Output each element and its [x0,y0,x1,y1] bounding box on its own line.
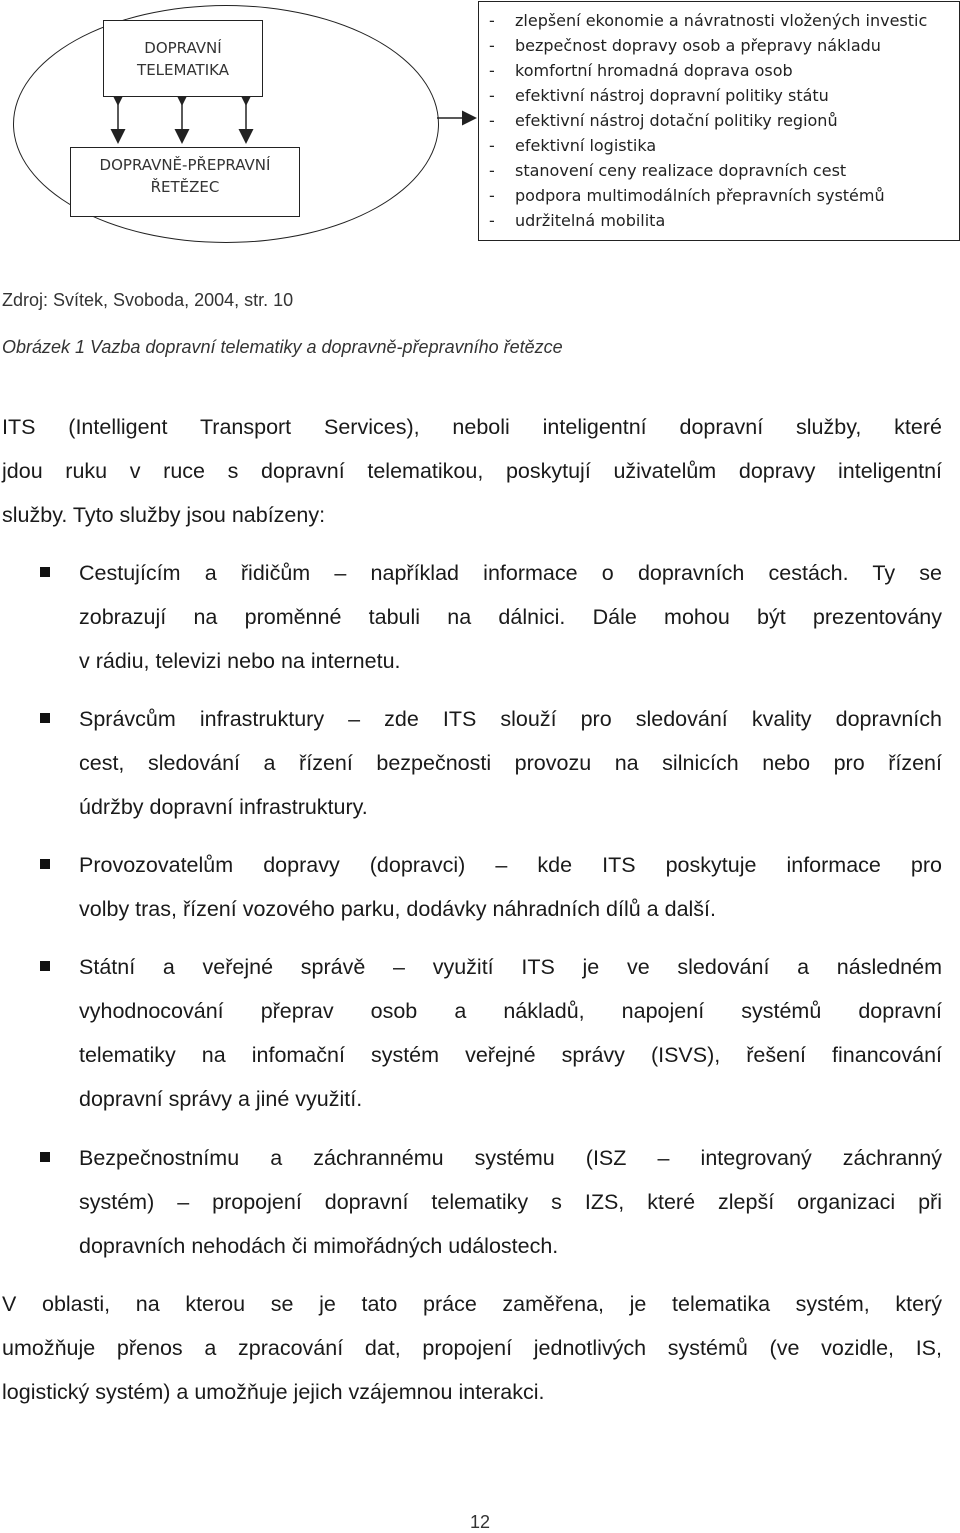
dash: - [489,61,495,80]
text-line: služby. Tyto služby jsou nabízeny: [2,503,326,527]
text-line: Provozovatelům dopravy (dopravci) – kde ITS poskytuje informace pro [79,853,942,877]
text-line: v rádiu, televizi nebo na internetu. [79,649,401,673]
text-line: systém) – propojení dopravní telematiky s IZS, které zlepší organizaci při [79,1190,942,1214]
text-line: Státní a veřejné správě – využití ITS je ve sledování a následném [79,955,942,979]
box-line: TELEMATIKA [137,61,229,79]
text-line: vyhodnocování přeprav osob a nákladů, napojení systémů dopravní [79,999,942,1023]
benefit-text: efektivní logistika [515,136,657,155]
figure-source: Zdroj: Svítek, Svoboda, 2004, str. 10 [2,290,294,310]
dash: - [489,186,495,205]
dash: - [489,111,495,130]
bullet-square-icon [40,713,50,723]
benefits-list [478,1,960,241]
benefit-item [489,8,959,33]
bullet-square-icon [40,961,50,971]
text-line: jdou ruku v ruce s dopravní telematikou, poskytují uživatelům dopravy inteligentní [2,459,942,483]
benefit-text: podpora multimodálních přepravních systémů [515,186,885,205]
dash: - [489,11,495,30]
text-line: Bezpečnostnímu a záchrannému systému (ISZ – integrovaný záchranný [79,1146,942,1170]
bullet-item [79,843,942,931]
text-line: cest, sledování a řízení bezpečnosti provozu na silnicích nebo pro řízení [79,751,942,775]
dash: - [489,86,495,105]
text-line: zobrazují na proměnné tabuli na dálnici. Dále mohou být prezentovány [79,605,942,629]
intro-paragraph [2,405,942,537]
text-line: Správcům infrastruktury – zde ITS slouží pro sledování kvality dopravních [79,707,942,731]
text-line: telematiky na infomační systém veřejné správy (ISVS), řešení financování [79,1043,942,1067]
text-line: ITS (Intelligent Transport Services), neboli inteligentní dopravní služby, které [2,415,942,439]
text-line: logistický systém) a umožňuje jejich vzájemnou interakci. [2,1380,545,1404]
benefit-item [489,83,959,108]
text-line: údržby dopravní infrastruktury. [79,795,368,819]
bullet-item [79,551,942,683]
text-line: Cestujícím a řidičům – například informace o dopravních cestách. Ty se [79,561,942,585]
benefit-item [489,108,959,133]
benefit-item [489,133,959,158]
benefit-text: bezpečnost dopravy osob a přepravy nákladu [515,36,881,55]
benefit-item [489,183,959,208]
benefit-item [489,33,959,58]
box-line: DOPRAVNĚ-PŘEPRAVNÍ [99,156,271,174]
bullet-item [79,1136,942,1268]
bullet-square-icon [40,567,50,577]
text-line: V oblasti, na kterou se je tato práce zaměřena, je telematika systém, který [2,1292,942,1316]
bullet-item [79,945,942,1121]
figure-caption: Obrázek 1 Vazba dopravní telematiky a dopravně-přepravního řetězce [2,337,563,357]
bullet-square-icon [40,859,50,869]
closing-paragraph [2,1282,942,1414]
benefit-text: zlepšení ekonomie a návratnosti vložených investic [515,11,928,30]
benefit-item [489,158,959,183]
dash: - [489,211,495,230]
text-line: umožňuje přenos a zpracování dat, propojení jednotlivých systémů (ve vozidle, IS, [2,1336,942,1360]
benefit-text: stanovení ceny realizace dopravních cest [515,161,847,180]
text-line: dopravních nehodách či mimořádných událostech. [79,1234,559,1258]
dash: - [489,136,495,155]
benefit-text: udržitelná mobilita [515,211,666,230]
bullet-square-icon [40,1152,50,1162]
dash: - [489,161,495,180]
benefit-item [489,58,959,83]
box-dopravni-telematika [103,20,263,97]
benefit-text: komfortní hromadná doprava osob [515,61,793,80]
text-line: volby tras, řízení vozového parku, dodávky náhradních dílů a další. [79,897,717,921]
box-prepravni-retezec [70,147,300,217]
benefit-text: efektivní nástroj dopravní politiky státu [515,86,829,105]
page-number: 12 [469,1512,491,1532]
benefit-text: efektivní nástroj dotační politiky regionů [515,111,838,130]
dash: - [489,36,495,55]
box-line: ŘETĚZEC [150,178,220,196]
benefit-item [489,208,959,233]
text-line: dopravní správy a jiné využití. [79,1087,363,1111]
box-line: DOPRAVNÍ [144,39,222,57]
bullet-item [79,697,942,829]
